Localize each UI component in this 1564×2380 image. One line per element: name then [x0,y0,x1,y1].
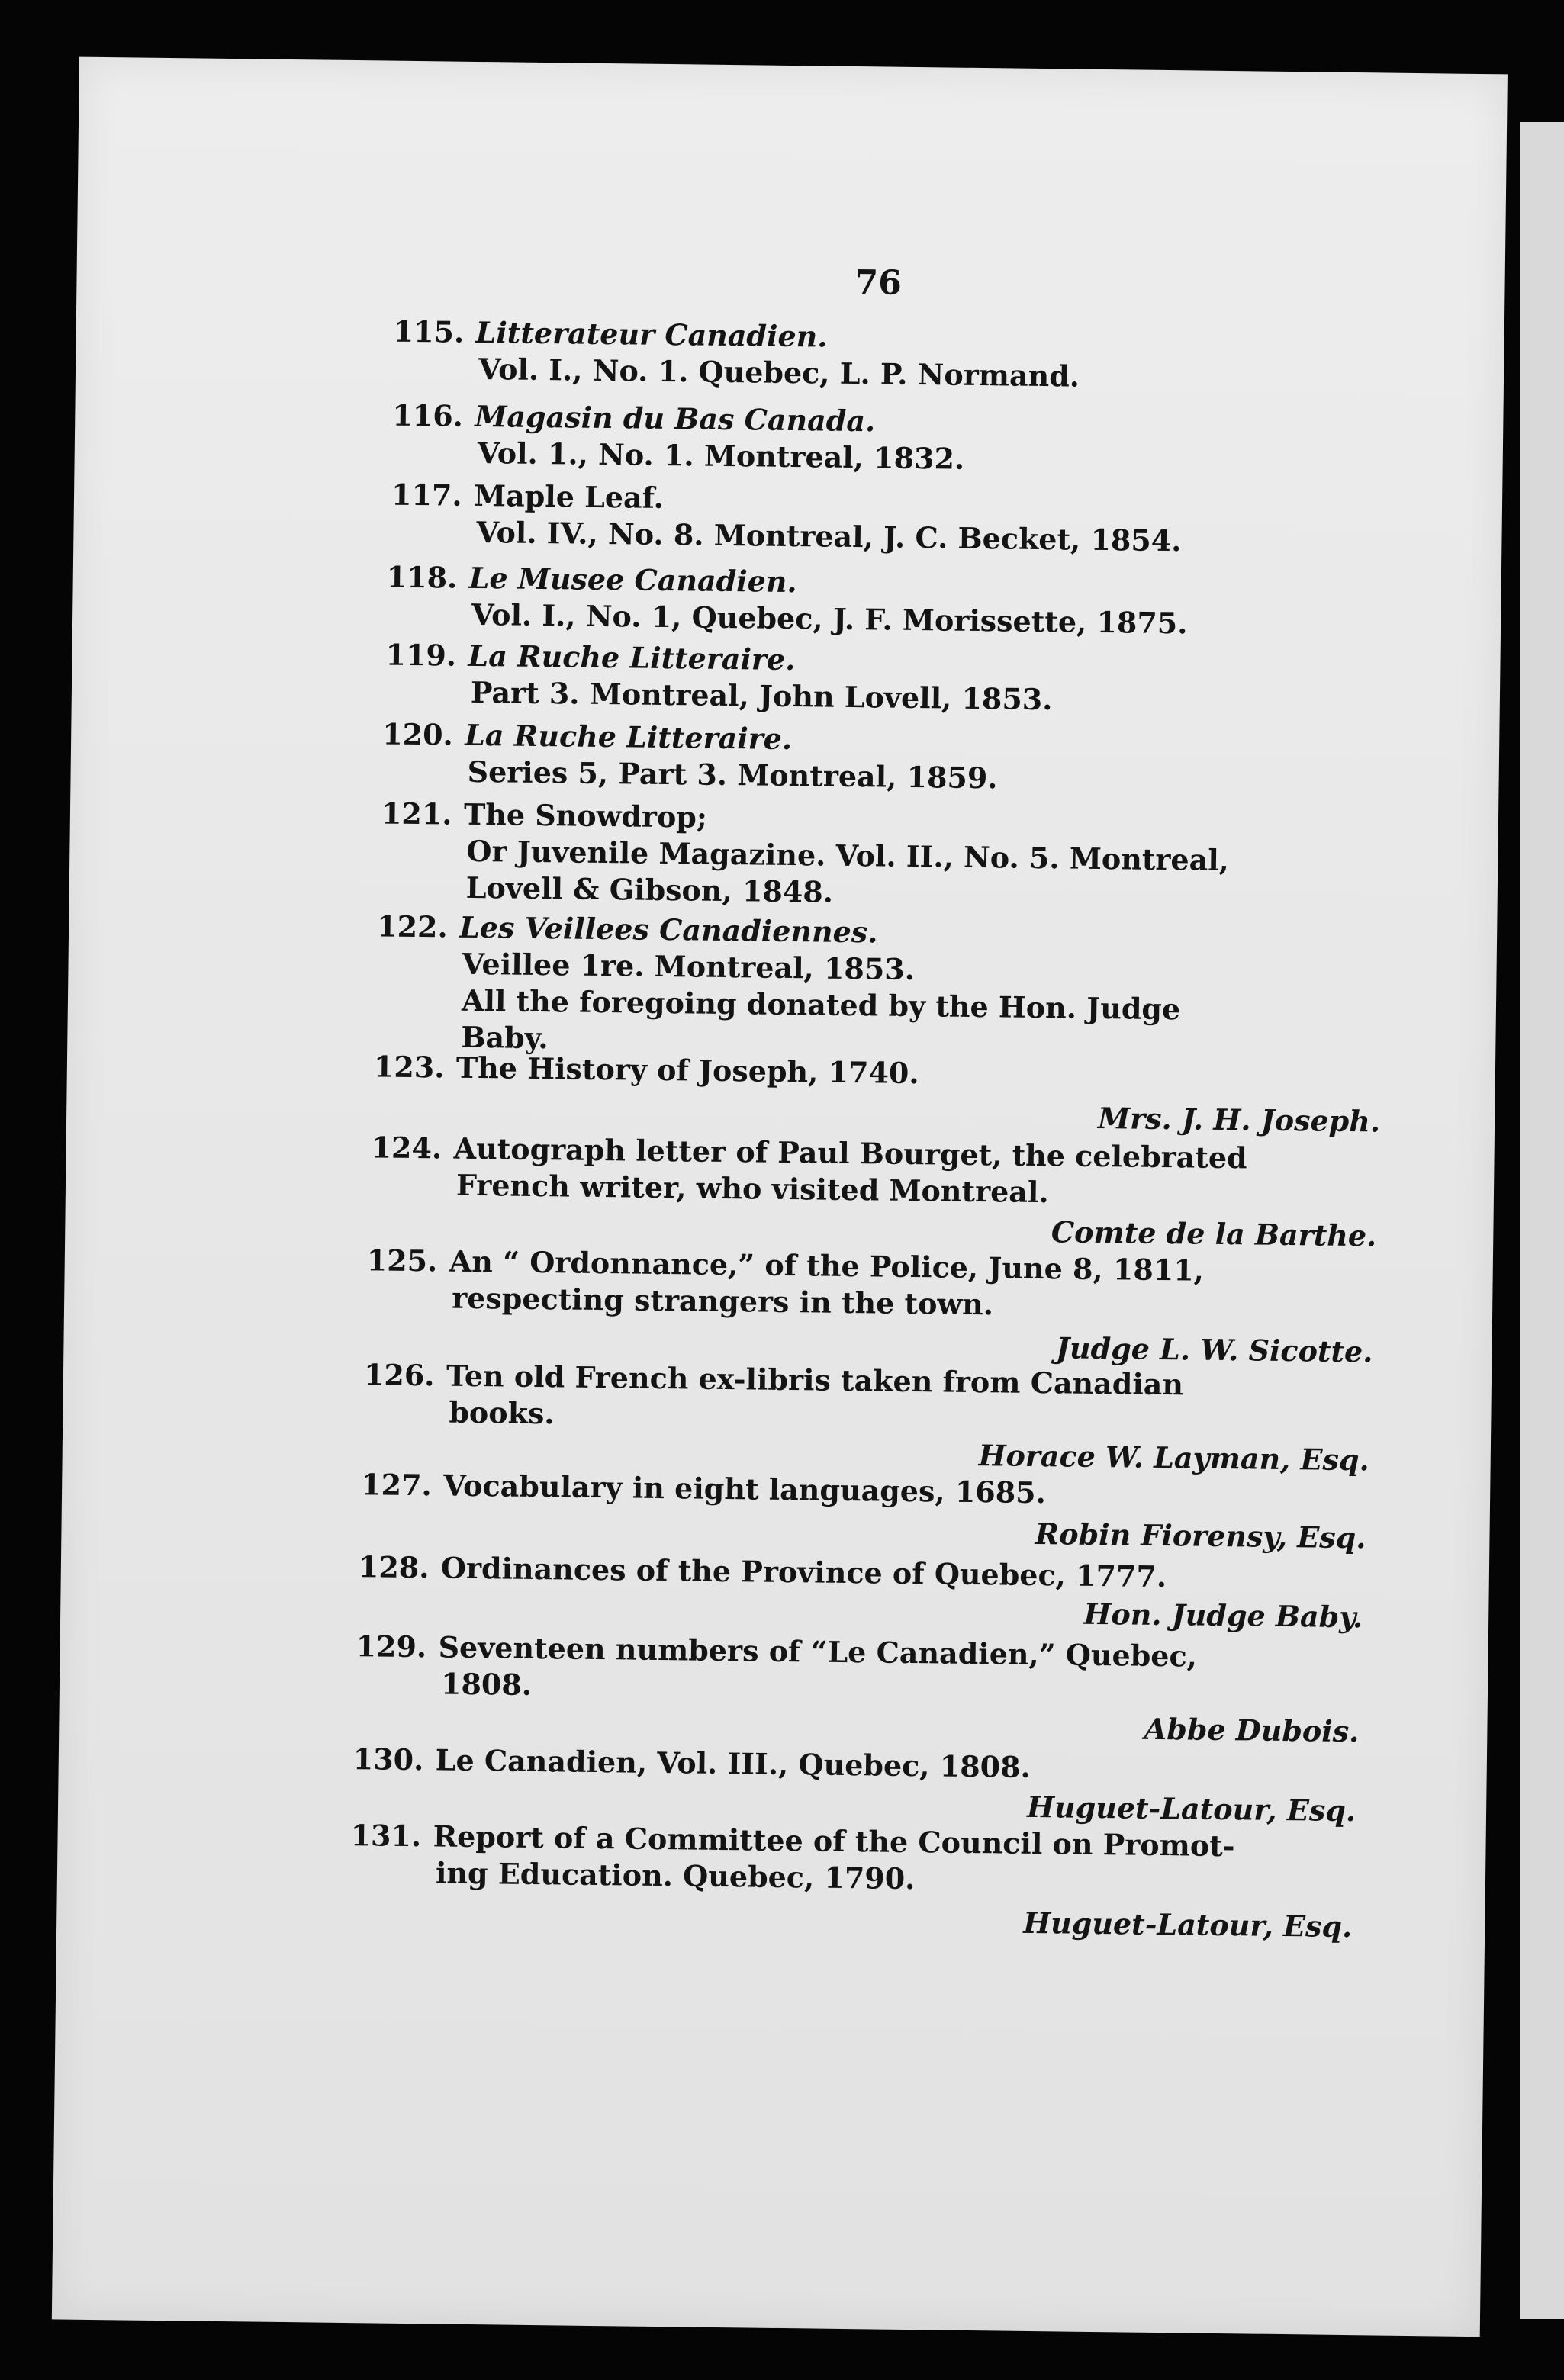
entry-number: 124. [371,1130,442,1166]
entry-title: La Ruche Litteraire. [468,638,796,677]
entry-title: Ordinances of the Province of Quebec, 1777. [440,1550,1167,1594]
donor-name: Huguet-Latour, Esq. [1023,1905,1353,1944]
entry-number: 126. [363,1357,435,1393]
book-page [52,57,1508,2337]
entry-title: Maple Leaf. [473,478,665,515]
entry-number: 122. [376,909,449,944]
entry-title: Magasin du Bas Canada. [475,398,876,439]
adjacent-page-edge [1520,122,1564,2319]
donor-name: Horace W. Layman, Esq. [978,1438,1370,1478]
entry-detail: Or Juvenile Magazine. Vol. II., No. 5. Montreal, [466,833,1230,878]
entry-detail: respecting strangers in the town. [451,1280,994,1322]
entry-detail: Vol. I., No. 1. Quebec, L. P. Normand. [478,351,1080,394]
entry-title: Vocabulary in eight languages, 1685. [442,1468,1047,1510]
entry-title: Autograph letter of Paul Bourget, the celebrated [453,1130,1247,1176]
entry-detail: French writer, who visited Montreal. [455,1167,1049,1210]
entry-number: 118. [386,559,458,595]
entry-detail: Veillee 1re. Montreal, 1853. [462,946,916,987]
entry-number: 125. [366,1243,438,1278]
entry-number: 129. [356,1629,427,1664]
donor-name: Huguet-Latour, Esq. [1026,1789,1356,1828]
entry-title: Seventeen numbers of “Le Canadien,” Quebec, [438,1629,1198,1674]
entry-detail: Baby. [461,1019,549,1056]
entry-title: Le Canadien, Vol. III., Quebec, 1808. [435,1742,1031,1784]
entry-detail: Series 5, Part 3. Montreal, 1859. [467,754,998,796]
entry-title: The Snowdrop; [463,796,708,835]
entry-number: 120. [381,716,454,752]
entry-title: Litterateur Canadien. [475,314,828,354]
entry-detail: 1808. [440,1666,533,1702]
entry-title: Les Veillees Canadiennes. [459,909,878,950]
entry-number: 121. [381,796,452,831]
entry-title: An “ Ordonnance,” of the Police, June 8, 1811, [449,1243,1205,1288]
entry-number: 117. [391,477,462,513]
entry-title: The History of Joseph, 1740. [455,1050,919,1091]
entry-number: 119. [385,637,457,673]
donor-name: Robin Fiorensy, Esq. [1035,1516,1366,1555]
entry-number: 115. [393,314,465,349]
entry-detail: Part 3. Montreal, John Lovell, 1853. [470,674,1053,717]
entry-detail: Vol. I., No. 1, Quebec, J. F. Morissette, 1875. [471,597,1188,641]
page-number: 76 [854,263,903,303]
donor-name: Comte de la Barthe. [1051,1214,1377,1253]
entry-detail: Vol. 1., No. 1. Montreal, 1832. [477,435,965,476]
entry-detail: All the foregoing donated by the Hon. Judge [461,983,1181,1027]
donor-name: Mrs. J. H. Joseph. [1097,1100,1381,1139]
entry-detail: Lovell & Gibson, 1848. [465,870,834,909]
entry-title: Le Musee Canadien. [468,560,797,600]
entry-title: Report of a Committee of the Council on Promot- [433,1819,1235,1864]
entry-detail: ing Education. Quebec, 1790. [435,1855,916,1896]
entry-number: 127. [360,1467,433,1503]
entry-detail: Vol. IV., No. 8. Montreal, J. C. Becket, 1854. [476,514,1182,558]
entry-number: 116. [392,397,464,433]
donor-name: Judge L. W. Sicotte. [1055,1330,1373,1369]
catalogue-entries [52,57,1508,2337]
entry-title: La Ruche Litteraire. [464,717,793,757]
entry-detail: books. [449,1394,555,1431]
entry-title: Ten old French ex-libris taken from Canadian [446,1358,1184,1402]
entry-number: 123. [373,1049,445,1085]
donor-name: Hon. Judge Baby. [1083,1596,1363,1635]
donor-name: Abbe Dubois. [1144,1711,1360,1749]
entry-number: 128. [358,1549,430,1585]
entry-number: 130. [352,1742,424,1777]
entry-number: 131. [350,1818,422,1854]
